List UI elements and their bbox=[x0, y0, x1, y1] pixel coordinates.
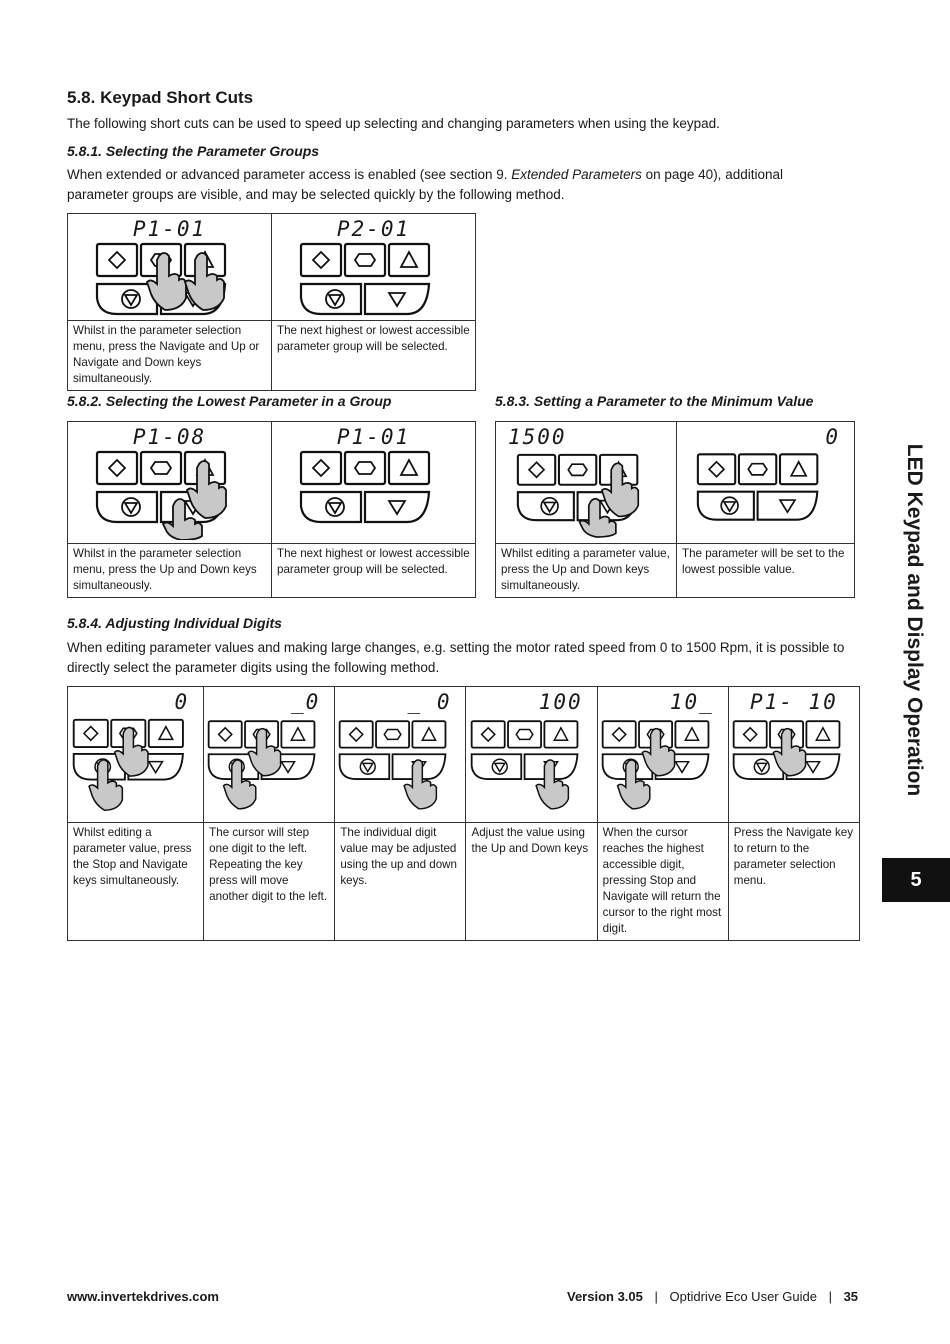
down-key-icon bbox=[365, 492, 429, 522]
up-key-icon bbox=[389, 244, 429, 276]
start-key-icon bbox=[209, 721, 242, 747]
keypad-diagram bbox=[95, 450, 245, 540]
keypad-diagram bbox=[732, 715, 856, 815]
led-display: 10_ bbox=[669, 690, 714, 714]
navigate-key-icon bbox=[345, 244, 385, 276]
keypad-diagram bbox=[299, 450, 449, 524]
footer-url[interactable]: www.invertekdrives.com bbox=[67, 1289, 219, 1304]
up-key-icon bbox=[675, 721, 708, 747]
keypad-table-584 bbox=[67, 686, 860, 941]
section-intro: The following short cuts can be used to speed up selecting and changing parameters when using the keypad. bbox=[67, 116, 720, 131]
led-display: _0 bbox=[291, 690, 321, 714]
keypad-cell bbox=[68, 687, 204, 823]
footer-guide: Optidrive Eco User Guide bbox=[669, 1289, 817, 1304]
keypad-diagram bbox=[470, 715, 594, 815]
keypad-cell bbox=[272, 422, 476, 544]
keypad-caption: Adjust the value using the Up and Down keys bbox=[466, 823, 597, 941]
subsection-title-584: 5.8.4. Adjusting Individual Digits bbox=[67, 615, 282, 631]
subsection-title-581: 5.8.1. Selecting the Parameter Groups bbox=[67, 143, 320, 159]
up-key-icon bbox=[389, 452, 429, 484]
led-display: P1-01 bbox=[336, 425, 411, 449]
keypad-diagram bbox=[338, 715, 462, 815]
keypad-caption: The individual digit value may be adjusted using the up and down keys. bbox=[335, 823, 466, 941]
footer-separator: | bbox=[828, 1289, 832, 1304]
start-key-icon bbox=[471, 721, 504, 747]
navigate-key-icon bbox=[376, 721, 409, 747]
navigate-key-icon bbox=[559, 455, 596, 485]
keypad-diagram bbox=[207, 715, 331, 815]
navigate-key-icon bbox=[141, 452, 181, 484]
keypad-diagram bbox=[696, 450, 836, 524]
keypad-caption: Press the Navigate key to return to the parameter selection menu. bbox=[728, 823, 859, 941]
footer-separator: | bbox=[654, 1289, 658, 1304]
text-part: on page 40), additional parameter groups are visible, and may be selected quickly by the following method. bbox=[67, 167, 783, 202]
keypad-caption: Whilst editing a parameter value, press the Stop and Navigate keys simultaneously. bbox=[68, 823, 204, 941]
keypad-cell bbox=[728, 687, 859, 823]
start-key-icon bbox=[518, 455, 555, 485]
subsection-text-584: When editing parameter values and making large changes, e.g. setting the motor rated speed from 0 to 1500 Rpm, it is possible to directly select the parameter digits using the following method. bbox=[67, 640, 845, 675]
up-key-icon bbox=[148, 720, 182, 747]
keypad-caption: When the cursor reaches the highest accessible digit, pressing Stop and Navigate will return the cursor to the right most digit. bbox=[597, 823, 728, 941]
down-key-icon bbox=[365, 284, 429, 314]
subsection-text-581 bbox=[67, 165, 847, 205]
keypad-cell bbox=[597, 687, 728, 823]
keypad-diagram bbox=[601, 715, 725, 815]
subsection-title-582: 5.8.2. Selecting the Lowest Parameter in a Group bbox=[67, 393, 392, 409]
keypad-diagram bbox=[95, 242, 245, 316]
chapter-side-title: LED Keypad and Display Operation bbox=[903, 443, 926, 797]
up-key-icon bbox=[413, 721, 446, 747]
keypad-table-581 bbox=[67, 213, 476, 391]
keypad-caption: Whilst editing a parameter value, press the Up and Down keys simultaneously. bbox=[496, 544, 677, 598]
keypad-caption: Whilst in the parameter selection menu, press the Up and Down keys simultaneously. bbox=[68, 544, 272, 598]
start-key-icon bbox=[734, 721, 767, 747]
text-part: When extended or advanced parameter access is enabled (see section 9. bbox=[67, 167, 508, 182]
led-display: P2-01 bbox=[336, 217, 411, 241]
keypad-caption: The next highest or lowest accessible parameter group will be selected. bbox=[272, 321, 476, 391]
keypad-cell bbox=[68, 422, 272, 544]
led-display: P1-08 bbox=[132, 425, 207, 449]
led-display: _ 0 bbox=[407, 690, 452, 714]
footer-version: Version 3.05 bbox=[567, 1289, 643, 1304]
start-key-icon bbox=[340, 721, 373, 747]
keypad-diagram bbox=[299, 242, 449, 316]
start-key-icon bbox=[301, 452, 341, 484]
subsection-title-583: 5.8.3. Setting a Parameter to the Minimum Value bbox=[495, 393, 814, 409]
keypad-cell bbox=[68, 214, 272, 321]
start-key-icon bbox=[97, 452, 137, 484]
keypad-cell bbox=[204, 687, 335, 823]
up-key-icon bbox=[806, 721, 839, 747]
down-key-icon bbox=[757, 492, 817, 520]
keypad-cell bbox=[466, 687, 597, 823]
led-display: 0 bbox=[825, 425, 840, 449]
start-key-icon bbox=[697, 454, 734, 484]
start-key-icon bbox=[301, 244, 341, 276]
text-reference: Extended Parameters bbox=[511, 167, 642, 182]
keypad-diagram bbox=[516, 450, 656, 540]
keypad-table-582 bbox=[67, 421, 476, 598]
start-key-icon bbox=[602, 721, 635, 747]
start-key-icon bbox=[97, 244, 137, 276]
keypad-table-583 bbox=[495, 421, 855, 598]
led-display: P1- 10 bbox=[749, 690, 838, 714]
keypad-diagram bbox=[72, 715, 200, 815]
keypad-caption: The parameter will be set to the lowest possible value. bbox=[677, 544, 855, 598]
footer-info bbox=[567, 1289, 858, 1304]
keypad-cell bbox=[496, 422, 677, 544]
chapter-tab: 5 bbox=[882, 858, 950, 902]
start-key-icon bbox=[73, 720, 107, 747]
keypad-cell bbox=[677, 422, 855, 544]
led-display: P1-01 bbox=[132, 217, 207, 241]
up-key-icon bbox=[780, 454, 817, 484]
keypad-cell bbox=[272, 214, 476, 321]
navigate-key-icon bbox=[508, 721, 541, 747]
up-key-icon bbox=[544, 721, 577, 747]
footer-page-number: 35 bbox=[843, 1289, 859, 1304]
up-key-icon bbox=[282, 721, 315, 747]
section-title: 5.8. Keypad Short Cuts bbox=[67, 88, 254, 107]
keypad-caption: The cursor will step one digit to the left. Repeating the key press will move another digit to the left. bbox=[204, 823, 335, 941]
navigate-key-icon bbox=[738, 454, 775, 484]
keypad-cell bbox=[335, 687, 466, 823]
led-display: 1500 bbox=[508, 425, 567, 449]
led-display: 0 bbox=[174, 690, 190, 714]
led-display: 100 bbox=[538, 690, 583, 714]
keypad-caption: Whilst in the parameter selection menu, press the Navigate and Up or Navigate and Down keys simultaneously. bbox=[68, 321, 272, 391]
keypad-caption: The next highest or lowest accessible parameter group will be selected. bbox=[272, 544, 476, 598]
navigate-key-icon bbox=[345, 452, 385, 484]
